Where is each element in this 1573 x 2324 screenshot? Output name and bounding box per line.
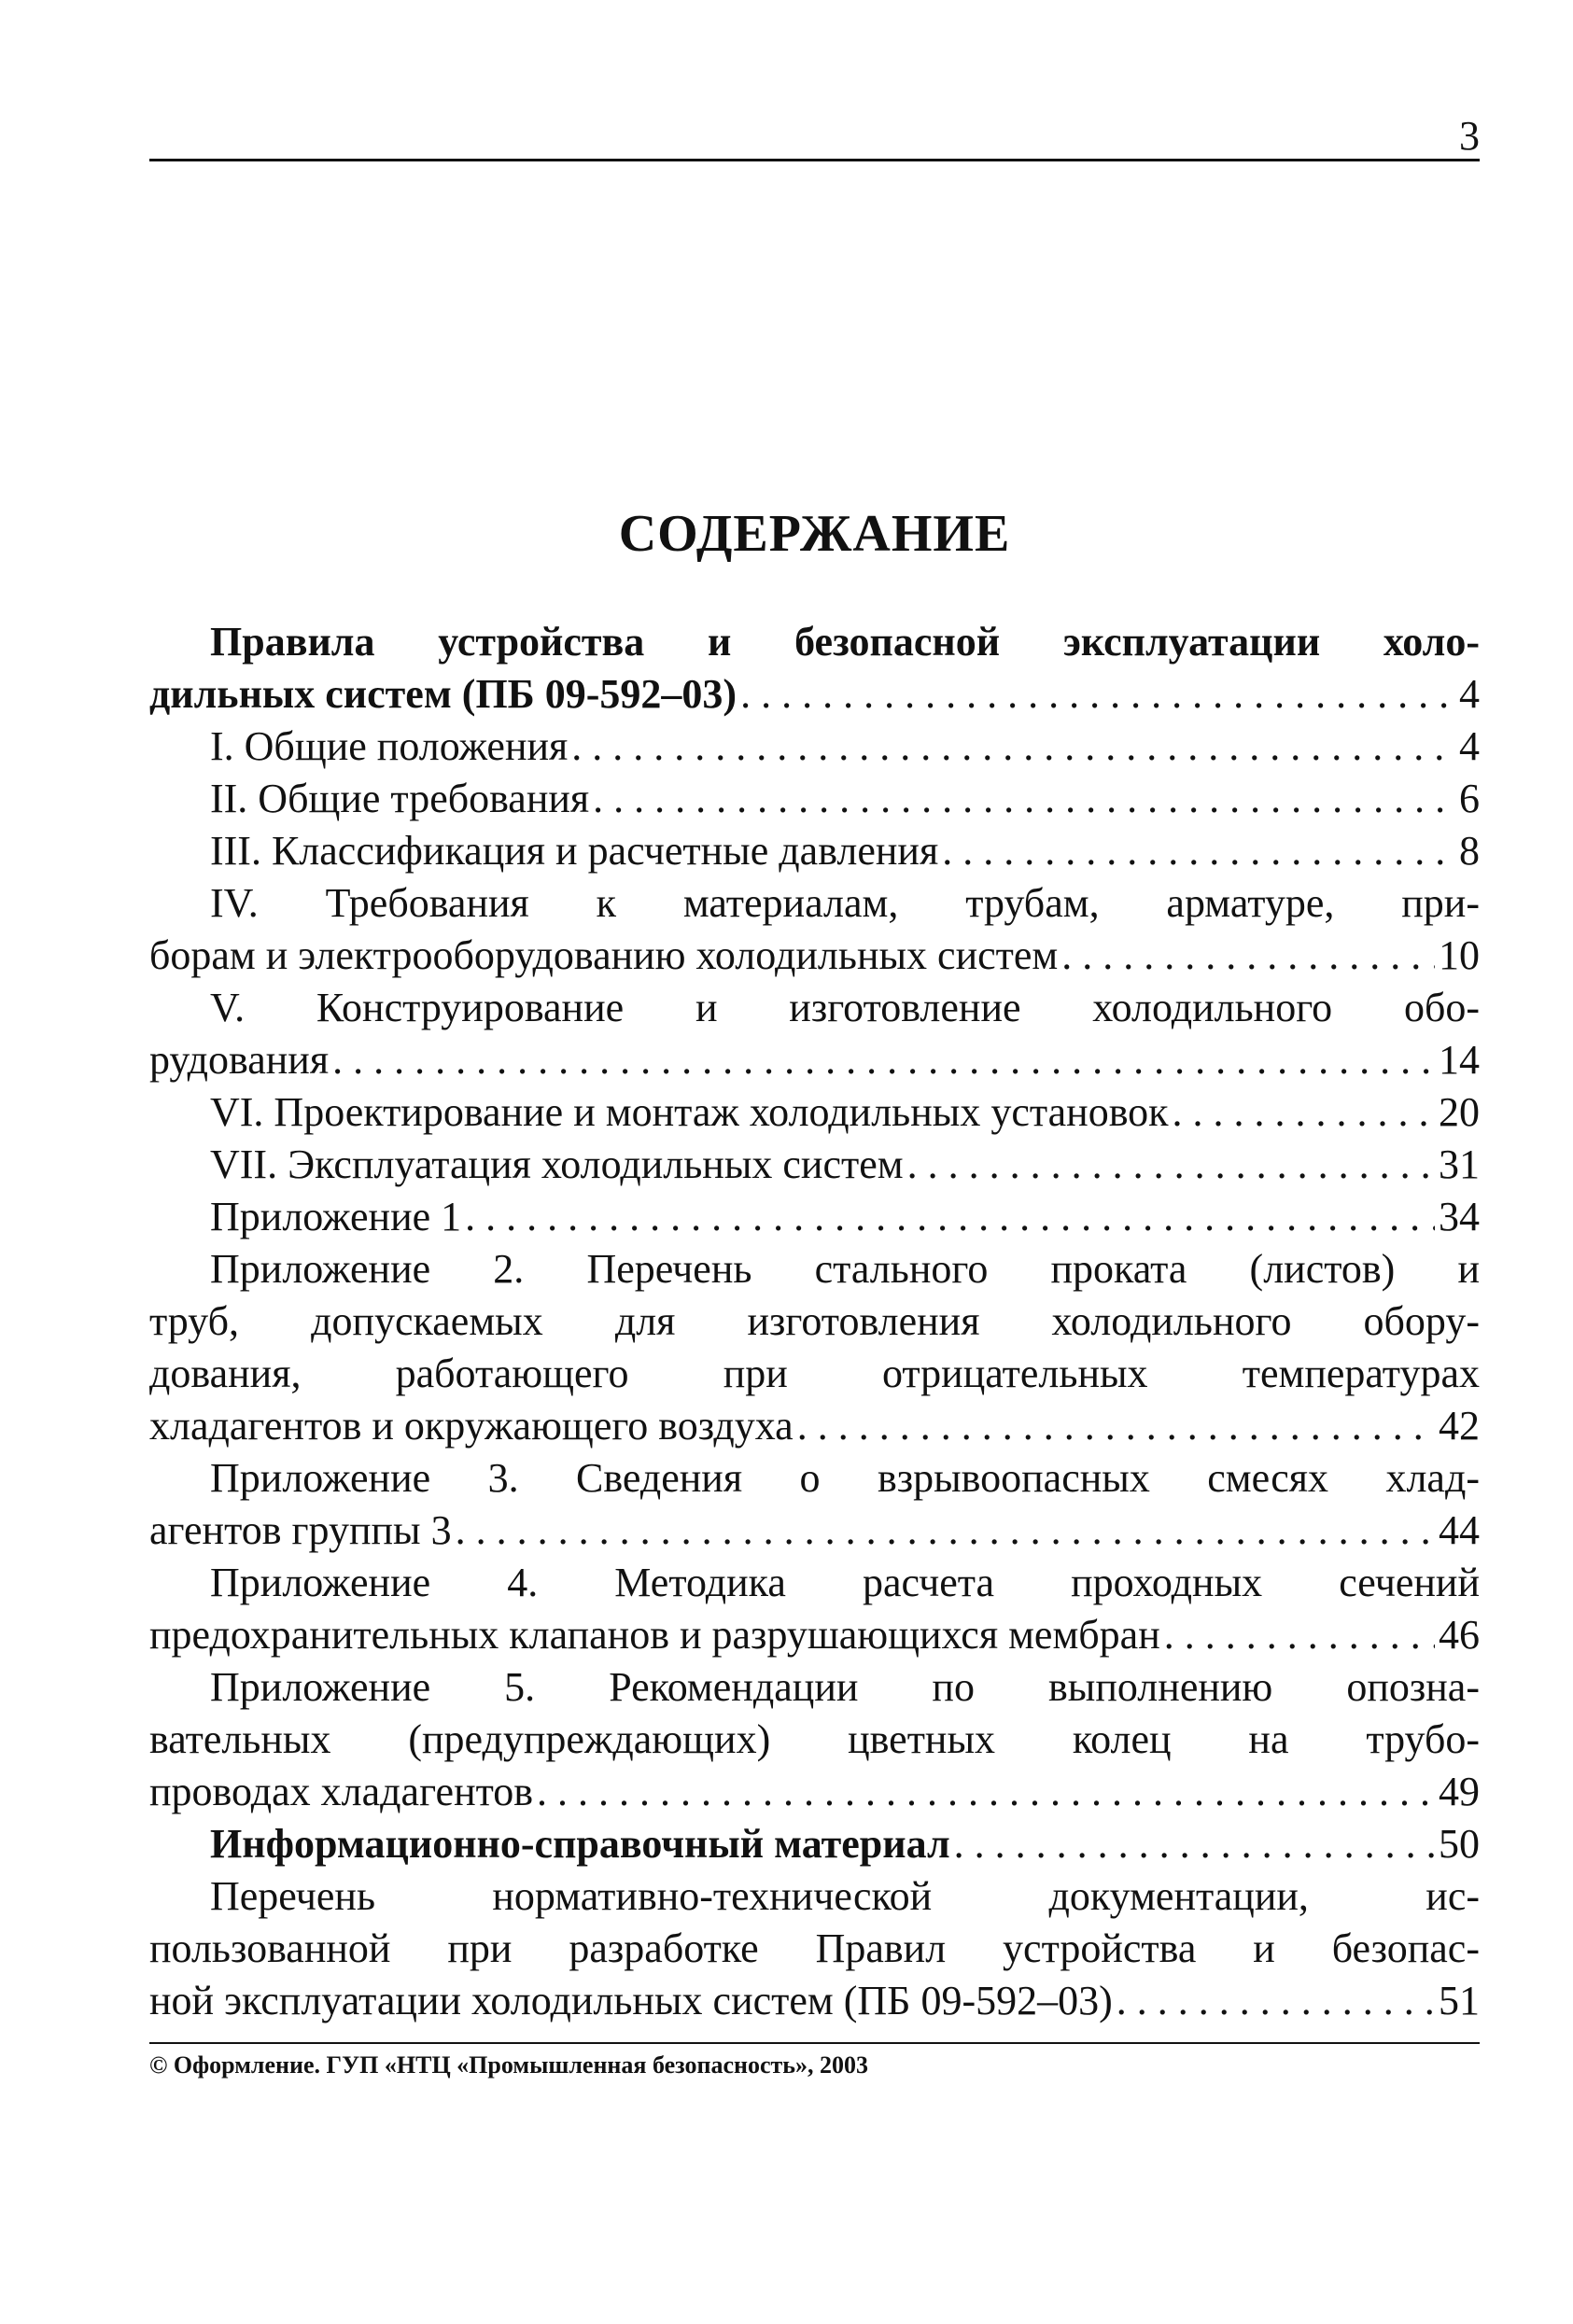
- toc-entry-last-line: [149, 1975, 1480, 2027]
- toc-entry-text: Приложение 1: [210, 1194, 462, 1239]
- toc-entry: [149, 1870, 1480, 2027]
- toc-entry: [149, 1661, 1480, 1818]
- toc-entry-last-line: [149, 773, 1480, 825]
- toc-entry-line: вательных (предупреждающих) цветных колец на трубо-: [149, 1716, 1480, 1762]
- toc-entry-last-line: [149, 1034, 1480, 1086]
- toc-page-number: 50: [1439, 1821, 1480, 1867]
- toc-entry-text: I. Общие положения: [210, 723, 569, 769]
- toc-entry-last-line: [149, 668, 1480, 721]
- toc-page-number: 4: [1459, 723, 1480, 769]
- dot-leader: [954, 1818, 1435, 1870]
- toc-entry-last-line: [149, 721, 1480, 773]
- dot-leader: [942, 825, 1455, 877]
- toc-entry-text: VI. Проектирование и монтаж холодильных установок: [210, 1089, 1169, 1135]
- toc-page-number: 14: [1439, 1037, 1480, 1083]
- dot-leader: [1061, 930, 1435, 982]
- toc-entry-last-line: [149, 1766, 1480, 1818]
- toc-page-number: 49: [1439, 1769, 1480, 1814]
- toc-page-number: 20: [1439, 1089, 1480, 1135]
- toc-entry-last-line: [149, 1139, 1480, 1191]
- toc-entry-line: Приложение 3. Сведения о взрывоопасных смесях хлад-: [210, 1455, 1480, 1501]
- dot-leader: [537, 1766, 1435, 1818]
- toc-entry: [149, 773, 1480, 825]
- toc-entry: [149, 1191, 1480, 1243]
- toc-page-number: 8: [1459, 828, 1480, 874]
- dot-leader: [1164, 1609, 1435, 1661]
- toc-entry-last-line: [149, 1818, 1480, 1870]
- toc-entry-text: агентов группы 3: [149, 1507, 452, 1553]
- toc-entry-last-line: [149, 930, 1480, 982]
- toc-entry-last-line: [149, 1191, 1480, 1243]
- toc-entry-line: Правила устройства и безопасной эксплуатации холо-: [210, 619, 1480, 665]
- toc-entry-last-line: [149, 1400, 1480, 1452]
- dot-leader: [797, 1400, 1435, 1452]
- toc-page-number: 10: [1439, 932, 1480, 978]
- dot-leader: [465, 1191, 1435, 1243]
- toc-entry-line: V. Конструирование и изготовление холодильного обо-: [210, 985, 1480, 1030]
- toc-entry: [149, 825, 1480, 877]
- toc-page-number: 44: [1439, 1507, 1480, 1553]
- toc-page-number: 34: [1439, 1194, 1480, 1239]
- toc-entry-line: труб, допускаемых для изготовления холодильного обору-: [149, 1298, 1480, 1344]
- copyright-footer: © Оформление. ГУП «НТЦ «Промышленная безопасность», 2003: [149, 2051, 869, 2079]
- toc-entry-line: Приложение 4. Методика расчета проходных сечений: [210, 1560, 1480, 1605]
- toc-entry-text: борам и электрооборудованию холодильных систем: [149, 932, 1059, 978]
- toc-page-number: 31: [1439, 1141, 1480, 1187]
- dot-leader: [593, 773, 1455, 825]
- toc-entry-text: предохранительных клапанов и разрушающихся мембран: [149, 1612, 1160, 1658]
- footer-rule: [149, 2042, 1480, 2044]
- toc-entry-line: пользованной при разработке Правил устройства и безопас-: [149, 1925, 1480, 1971]
- dot-leader: [571, 721, 1455, 773]
- toc-page-number: 42: [1439, 1403, 1480, 1449]
- toc-entry-last-line: [149, 1086, 1480, 1139]
- toc-entry-text: VII. Эксплуатация холодильных систем: [210, 1141, 904, 1187]
- dot-leader: [1173, 1086, 1435, 1139]
- toc-entry-text: дильных систем (ПБ 09-592–03): [149, 671, 737, 717]
- toc-entry: [149, 982, 1480, 1086]
- toc-page-number: 4: [1459, 671, 1480, 717]
- dot-leader: [1117, 1975, 1435, 2027]
- toc-entry-last-line: [149, 825, 1480, 877]
- toc-entry-text: ной эксплуатации холодильных систем (ПБ 09-592–03): [149, 1978, 1113, 2023]
- toc-entry-text: II. Общие требования: [210, 776, 590, 821]
- toc-entry-line: IV. Требования к материалам, трубам, арматуре, при-: [210, 880, 1480, 926]
- dot-leader: [332, 1034, 1435, 1086]
- toc-entry-last-line: [149, 1609, 1480, 1661]
- toc-entry: [149, 1243, 1480, 1452]
- toc-entry-line: дования, работающего при отрицательных температурах: [149, 1351, 1480, 1396]
- toc-entry: [149, 1452, 1480, 1557]
- toc-entry-text: III. Классификация и расчетные давления: [210, 828, 939, 874]
- toc-entry: [149, 1818, 1480, 1870]
- toc-entry: [149, 616, 1480, 721]
- header-rule: [149, 159, 1480, 161]
- toc-entry: [149, 1086, 1480, 1139]
- toc-entry: [149, 877, 1480, 982]
- dot-leader: [456, 1505, 1435, 1557]
- toc-entry-text: проводах хладагентов: [149, 1769, 534, 1814]
- page-number: 3: [1459, 113, 1480, 159]
- page-title: СОДЕРЖАНИЕ: [618, 505, 1011, 563]
- toc-page-number: 6: [1459, 776, 1480, 821]
- toc-entry: [149, 1557, 1480, 1661]
- toc-entry-line: Приложение 5. Рекомендации по выполнению опозна-: [210, 1664, 1480, 1710]
- toc-page-number: 51: [1439, 1978, 1480, 2023]
- toc-entry-line: Приложение 2. Перечень стального проката (листов) и: [210, 1246, 1480, 1292]
- toc-entry: [149, 1139, 1480, 1191]
- toc-page-number: 46: [1439, 1612, 1480, 1658]
- toc-entry-text: рудования: [149, 1037, 330, 1083]
- toc-entry: [149, 721, 1480, 773]
- dot-leader: [907, 1139, 1435, 1191]
- table-of-contents: [149, 616, 1480, 2027]
- dot-leader: [740, 668, 1455, 721]
- toc-entry-text: Информационно-справочный материал: [210, 1821, 950, 1867]
- toc-entry-text: хладагентов и окружающего воздуха: [149, 1403, 794, 1449]
- toc-entry-last-line: [149, 1505, 1480, 1557]
- toc-entry-line: Перечень нормативно-технической документации, ис-: [210, 1873, 1480, 1919]
